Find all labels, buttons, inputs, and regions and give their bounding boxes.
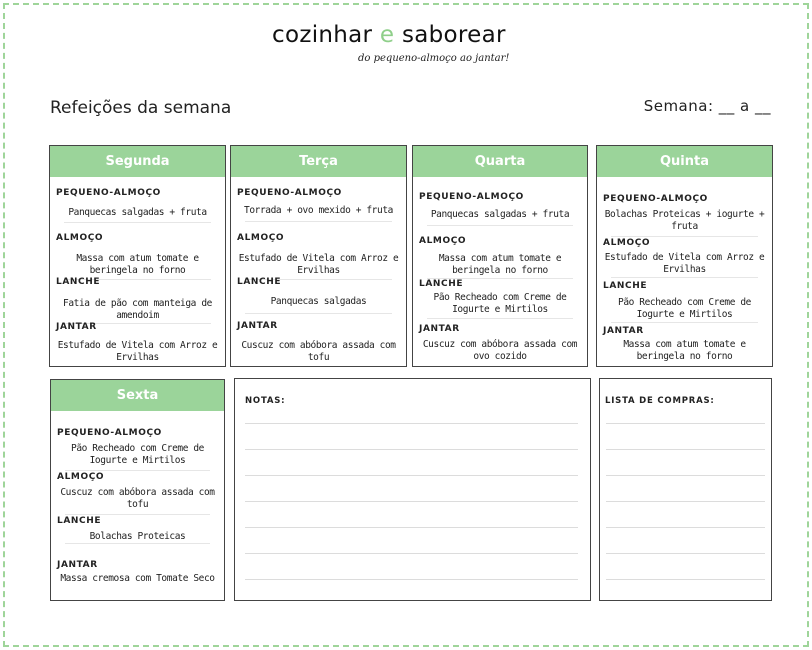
day-header: Segunda: [50, 146, 225, 177]
label-snack: LANCHE: [56, 277, 101, 287]
divider: [611, 277, 758, 278]
divider: [245, 313, 392, 314]
note-line: [245, 449, 578, 450]
list-line: [606, 501, 765, 502]
list-line: [606, 553, 765, 554]
meal-lunch: Estufado de Vitela com Arroz e Ervilhas: [604, 252, 765, 275]
day-header: Quarta: [413, 146, 587, 177]
day-card-quinta: [596, 145, 773, 367]
divider: [245, 221, 392, 222]
meal-snack: Bolachas Proteicas: [89, 531, 186, 542]
meal-breakfast: Pão Recheado com Creme de Iogurte e Mirtilos: [71, 443, 204, 466]
meal-breakfast: Torrada + ovo mexido + fruta: [244, 205, 393, 216]
meal-lunch: Massa com atum tomate e beringela no forno: [438, 253, 562, 276]
brand-part1: cozinhar: [272, 22, 380, 48]
note-line: [245, 527, 578, 528]
label-breakfast: PEQUENO-ALMOÇO: [237, 188, 342, 198]
label-dinner: JANTAR: [237, 321, 278, 331]
meal-snack: Pão Recheado com Creme de Iogurte e Mirtilos: [433, 292, 567, 315]
divider: [65, 514, 210, 515]
day-card-quarta: [412, 145, 588, 367]
label-dinner: JANTAR: [57, 560, 98, 570]
list-line: [606, 527, 765, 528]
label-lunch: ALMOÇO: [237, 233, 285, 243]
meal-lunch: Estufado de Vitela com Arroz e Ervilhas: [238, 253, 399, 276]
shopping-list-title: LISTA DE COMPRAS:: [605, 396, 715, 406]
meal-dinner: Massa cremosa com Tomate Seco: [60, 573, 215, 584]
shopping-list-box[interactable]: [599, 378, 772, 601]
meal-snack: Panquecas salgadas: [270, 296, 367, 307]
divider: [427, 318, 573, 319]
divider: [611, 236, 758, 237]
label-lunch: ALMOÇO: [419, 236, 467, 246]
week-range: Semana: __ a __: [643, 97, 771, 115]
meal-dinner: Massa com atum tomate e beringela no forno: [623, 339, 746, 362]
meal-lunch: Massa com atum tomate e beringela no forno: [76, 253, 199, 276]
day-card-sexta: [50, 379, 225, 601]
day-card-segunda: [49, 145, 226, 367]
brand-accent: e: [379, 22, 395, 48]
note-line: [245, 423, 578, 424]
day-header: Quinta: [597, 146, 772, 177]
divider: [611, 322, 758, 323]
label-breakfast: PEQUENO-ALMOÇO: [419, 192, 524, 202]
label-lunch: ALMOÇO: [56, 233, 104, 243]
note-line: [245, 579, 578, 580]
meal-breakfast: Panquecas salgadas + fruta: [68, 207, 207, 218]
label-snack: LANCHE: [57, 516, 102, 526]
divider: [64, 222, 211, 223]
note-line: [245, 501, 578, 502]
label-dinner: JANTAR: [603, 326, 644, 336]
label-breakfast: PEQUENO-ALMOÇO: [56, 188, 161, 198]
page-title: Refeições da semana: [50, 98, 232, 118]
day-header: Terça: [231, 146, 406, 177]
label-lunch: ALMOÇO: [57, 472, 105, 482]
divider: [427, 225, 573, 226]
meal-snack: Fatia de pão com manteiga de amendoim: [63, 298, 212, 321]
meal-snack: Pão Recheado com Creme de Iogurte e Mirtilos: [618, 297, 751, 320]
notes-box[interactable]: [234, 378, 591, 601]
divider: [65, 543, 210, 544]
day-header: Sexta: [51, 380, 224, 411]
day-card-terca: [230, 145, 407, 367]
label-breakfast: PEQUENO-ALMOÇO: [603, 194, 708, 204]
meal-dinner: Cuscuz com abóbora assada com ovo cozido: [422, 339, 578, 362]
brand-tagline: do pequeno-almoço ao jantar!: [358, 53, 510, 64]
brand-logo: [272, 22, 506, 48]
label-dinner: JANTAR: [56, 322, 97, 332]
meal-lunch: Cuscuz com abóbora assada com tofu: [60, 487, 215, 510]
meal-breakfast: Bolachas Proteicas + iogurte + fruta: [604, 209, 765, 232]
label-lunch: ALMOÇO: [603, 238, 651, 248]
label-snack: LANCHE: [419, 279, 464, 289]
label-dinner: JANTAR: [419, 324, 460, 334]
label-snack: LANCHE: [237, 277, 282, 287]
list-line: [606, 579, 765, 580]
list-line: [606, 449, 765, 450]
notes-title: NOTAS:: [245, 396, 286, 406]
list-line: [606, 423, 765, 424]
note-line: [245, 553, 578, 554]
meal-breakfast: Panquecas salgadas + fruta: [430, 209, 570, 220]
label-breakfast: PEQUENO-ALMOÇO: [57, 428, 162, 438]
meal-dinner: Estufado de Vitela com Arroz e Ervilhas: [57, 340, 218, 363]
label-snack: LANCHE: [603, 281, 648, 291]
note-line: [245, 475, 578, 476]
list-line: [606, 475, 765, 476]
divider: [65, 470, 210, 471]
meal-dinner: Cuscuz com abóbora assada com tofu: [241, 340, 396, 363]
brand-part2: saborear: [394, 22, 506, 48]
